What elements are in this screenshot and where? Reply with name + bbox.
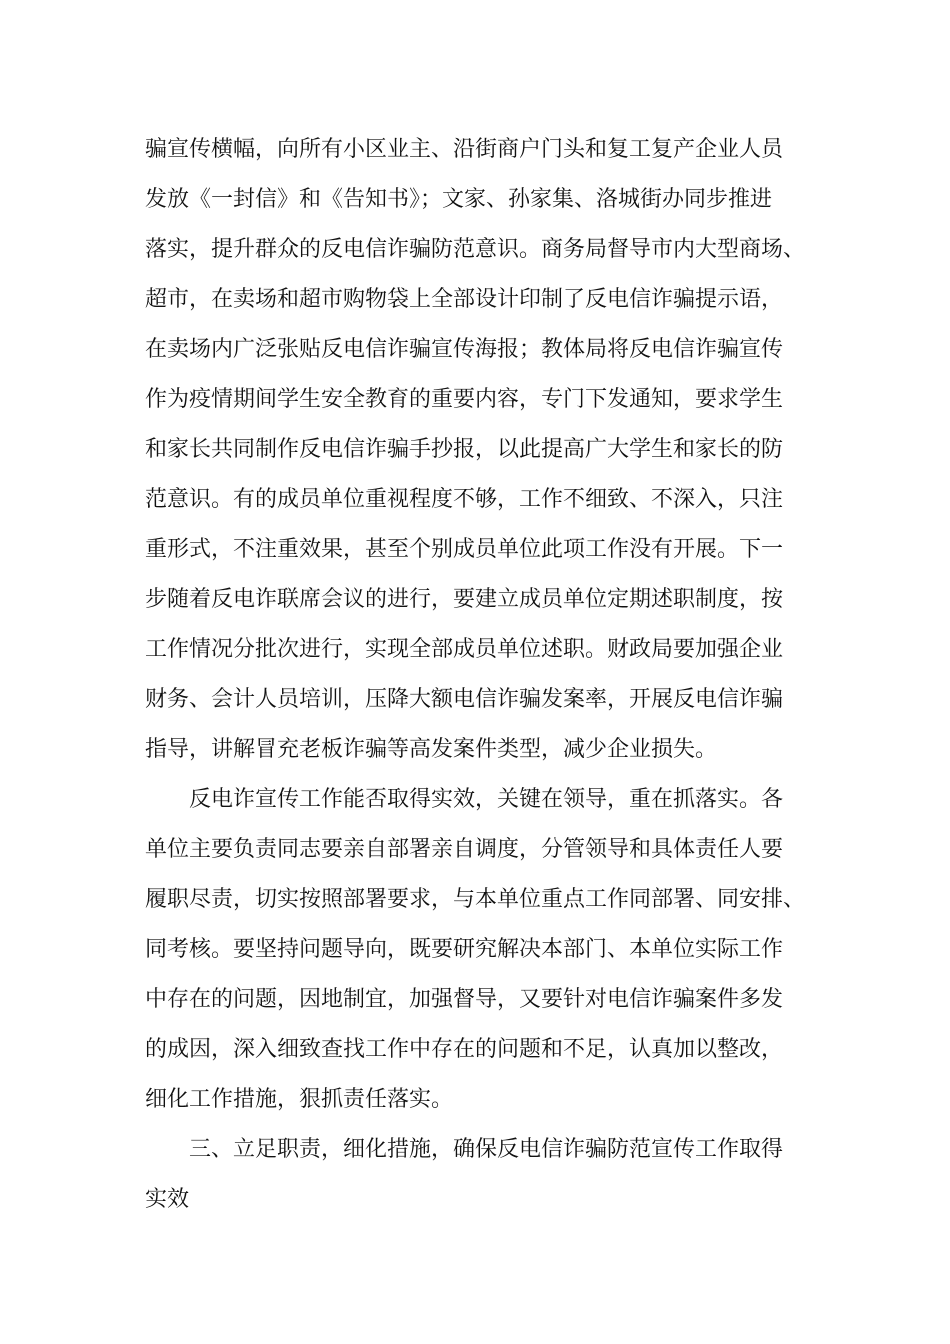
text-line: 财务、会计人员培训，压降大额电信诈骗发案率，开展反电信诈骗 bbox=[145, 687, 784, 712]
text-line: 范意识。有的成员单位重视程度不够，工作不细致、不深入，只注 bbox=[145, 487, 784, 512]
text-line: 重形式，不注重效果，甚至个别成员单位此项工作没有开展。下一 bbox=[145, 537, 784, 562]
text-line: 作为疫情期间学生安全教育的重要内容，专门下发通知，要求学生 bbox=[145, 387, 784, 412]
text-line: 发放《一封信》和《告知书》；文家、孙家集、洛城街办同步推进 bbox=[145, 187, 773, 212]
section-heading-line: 实效 bbox=[145, 1187, 190, 1212]
text-line: 的成因，深入细致查找工作中存在的问题和不足，认真加以整改， bbox=[145, 1037, 784, 1062]
text-line: 步随着反电诈联席会议的进行，要建立成员单位定期述职制度，按 bbox=[145, 587, 784, 612]
text-line: 同考核。要坚持问题导向，既要研究解决本部门、本单位实际工作 bbox=[145, 937, 784, 962]
paragraph-start-line: 反电诈宣传工作能否取得实效，关键在领导，重在抓落实。各 bbox=[189, 787, 784, 812]
text-line: 和家长共同制作反电信诈骗手抄报，以此提高广大学生和家长的防 bbox=[145, 437, 784, 462]
section-heading-line: 三、立足职责，细化措施，确保反电信诈骗防范宣传工作取得 bbox=[189, 1137, 784, 1162]
text-line: 工作情况分批次进行，实现全部成员单位述职。财政局要加强企业 bbox=[145, 637, 784, 662]
text-line: 指导，讲解冒充老板诈骗等高发案件类型，减少企业损失。 bbox=[145, 737, 718, 762]
text-line: 履职尽责，切实按照部署要求，与本单位重点工作同部署、同安排、 bbox=[145, 887, 806, 912]
text-line: 超市，在卖场和超市购物袋上全部设计印制了反电信诈骗提示语， bbox=[145, 287, 784, 312]
text-line: 中存在的问题，因地制宜，加强督导，又要针对电信诈骗案件多发 bbox=[145, 987, 784, 1012]
text-line: 在卖场内广泛张贴反电信诈骗宣传海报；教体局将反电信诈骗宣传 bbox=[145, 337, 784, 362]
text-line: 骗宣传横幅，向所有小区业主、沿街商户门头和复工复产企业人员 bbox=[145, 137, 784, 162]
text-line: 落实，提升群众的反电信诈骗防范意识。商务局督导市内大型商场、 bbox=[145, 237, 806, 262]
text-line: 单位主要负责同志要亲自部署亲自调度，分管领导和具体责任人要 bbox=[145, 837, 784, 862]
text-line: 细化工作措施，狠抓责任落实。 bbox=[145, 1087, 454, 1112]
